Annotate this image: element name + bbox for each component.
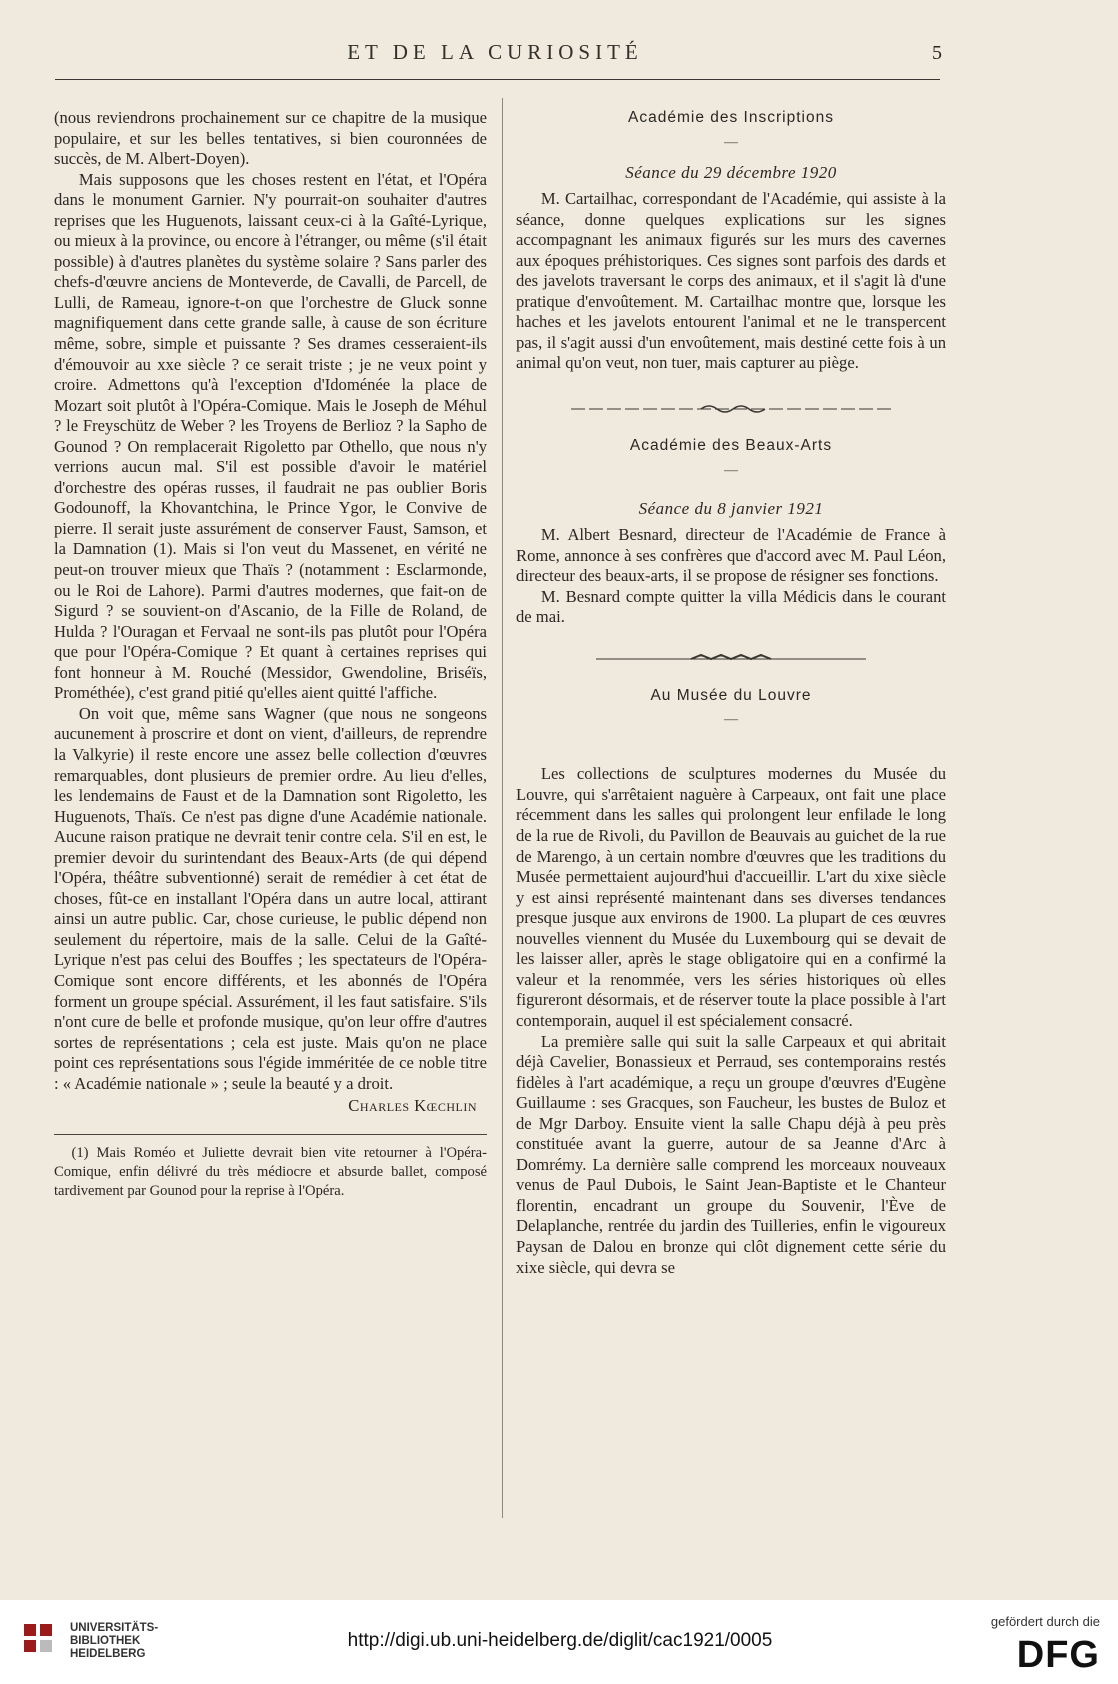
- left-column: [54, 108, 487, 1201]
- right-paragraph: M. Cartailhac, correspondant de l'Académie, qui assiste à la séance, donne quelques explications sur les signes accompagnant les animaux figurés sur les murs des cavernes aux époques préhistoriques. Ces signes sont parfois des dards et des javelots traversant le corps des animaux, et il s'agit là d'une pratique d'envoûtement. M. Cartailhac montre que, lorsque les haches et les javelots entourent l'animal et ne le transpercent pas, il s'agit aussi d'un envoûtement, mais destiné cette fois à un animal qu'on veut, non tuer, mais capturer au piège.: [516, 189, 946, 373]
- footnote-text: (1) Mais Roméo et Juliette devrait bien vite retourner à l'Opéra-Comique, enfin délivré du très médiocre et absurde ballet, composé tardivement par Gounod pour la reprise à l'Opéra.: [54, 1144, 487, 1199]
- column-divider: [502, 98, 503, 1518]
- university-library-logo-icon: [18, 1618, 62, 1666]
- left-paragraph: On voit que, même sans Wagner (que nous ne songeons aucunement à proscrire et dont on vient, d'ailleurs, de reprendre la Valkyrie) il reste encore une assez belle collection d'œuvres remarquables, dont plusieurs de premier ordre. Au lieu d'elles, les lendemains de Faust et de la Damnation sont Rigoletto, les Huguenots, Thaïs. Ce n'est pas digne d'une Académie nationale. Aucune raison pratique ne devrait tenir contre cela. S'il en est, le premier devoir du surintendant des Beaux-Arts (de qui dépend l'Opéra, théâtre subventionné) serait de remédier à cet état de choses, fût-ce en installant l'Opéra dans un autre local, attirant ainsi un autre public. Car, chose curieuse, le public dépend non seulement du répertoire, mais de la salle. Celui de la Gaîté-Lyrique n'est pas celui des Bouffes ; les spectateurs de l'Opéra-Comique sont encore différents, et les abonnés de l'Opéra forment un groupe spécial. Assurément, il les faut satisfaire. S'ils n'ont cure de belle et profonde musique, qu'on leur offre d'autres sortes de représentations ; cela est juste. Mais qu'on ne place point ces représentations sous l'égide imméritée de ce noble titre : « Académie nationale » ; seule la beauté y a droit.: [54, 703, 487, 1093]
- right-paragraph: La première salle qui suit la salle Carpeaux et qui abritait déjà Cavelier, Bonassieux et Perraud, ses contemporains restés fidèles à l'art académique, a reçu un groupe d'œuvres d'Eugène Guillaume : ses Gracques, son Faucheur, les bustes de Buloz et de Mgr Darboy. Ensuite vient la salle Chapu déjà à peu près constituée avant la guerre, autour de sa Jeanne d'Arc à Domrémy. La dernière salle comprend les morceaux nouveaux venus de Paul Dubois, le Saint Jean-Baptiste et le Chanteur florentin, encadrant un groupe du Souvenir, l'Ève de Delaplanche, rentrée du jardin des Tuilleries, enfin le vigoureux Paysan de Dalou en bronze qui clôt dignement cette série du xixe siècle, qui devra se: [516, 1031, 946, 1277]
- page-number: 5: [932, 42, 942, 64]
- permalink-url[interactable]: http://digi.ub.uni-heidelberg.de/diglit/cac1921/0005: [347, 1630, 773, 1651]
- section-title-beaux-arts: Académie des Beaux-Arts: [629, 437, 833, 455]
- footnote: [54, 1144, 487, 1201]
- right-column: [516, 108, 946, 1278]
- left-paragraph: Mais supposons que les choses restent en l'état, et l'Opéra dans le monument Garnier. N'y pourrait-on souhaiter d'autres reprises que les Huguenots, laissant ceux-ci à la Gaîté-Lyrique, ou mieux à la province, ou encore à l'étranger, ou même (s'il était possible) à d'autres planètes du système solaire ? Sans parler des chefs-d'œuvre anciens de Monteverde, de Cavalli, de Parcell, de Lulli, de Rameau, ignore-t-on que l'orchestre de Gluck sonne magnifiquement dans cette grande salle, à cause de son écriture même, sobre, simple et puissante ? Ses drames cesseraient-ils d'émouvoir au xxe siècle ? ce serait triste ; je ne veux point y croire. Admettons qu'à l'exception d'Idoménée la place de Mozart soit plutôt à l'Opéra-Comique. Mais le Joseph de Méhul ? le Freyschütz de Weber ? les Troyens de Berlioz ? la Sapho de Gounod ? On remplacerait Rigoletto par Othello, que nous n'y verrions aucun mal. S'il est possible d'avoir le matériel d'orchestre des opéras russes, il faudrait ne pas oublier Boris Godounoff, la Khovantchina, le Prince Ygor, le Convive de pierre. Il serait juste assurément de conserver Faust, Samson, et la Damnation (1). Mais si l'on veut du Massenet, en vérité ne peut-on trouver mieux que Thaïs ? (notamment : Esclarmonde, ou le Roi de Lahore). Parmi d'autres modernes, que fait-on de Sigurd ? se souvient-on d'Ascanio, de la Fille de Roland, de Hulda ? l'Ouragan et Fervaal ne sont-ils pas plutôt pour l'Opéra que pour l'Opéra-Comique ? Et quant à certaines reprises qui font honneur à M. Rouché (Messidor, Gwendoline, Briséïs, Prométhée), c'est grand pitié qu'elles aient quitté l'affiche.: [54, 169, 487, 703]
- footnote-rule: [54, 1134, 487, 1135]
- ornament-divider-icon: [566, 396, 896, 422]
- library-name: UNIVERSITÄTS- BIBLIOTHEK HEIDELBERG: [70, 1622, 159, 1660]
- header-rule: [55, 79, 940, 80]
- section-dash: —: [724, 134, 738, 150]
- funding-label: gefördert durch die: [990, 1614, 1100, 1629]
- author-signature: Charles Kœchlin: [348, 1096, 477, 1116]
- section-title-louvre: Au Musée du Louvre: [650, 686, 812, 704]
- seance-date: Séance du 29 décembre 1920: [625, 162, 837, 182]
- right-paragraph: M. Besnard compte quitter la villa Médicis dans le courant de mai.: [516, 586, 946, 627]
- section-dash: —: [724, 462, 738, 478]
- running-head: ET DE LA CURIOSITÉ: [347, 40, 643, 64]
- right-paragraph: Les collections de sculptures modernes du Musée du Louvre, qui s'arrêtaient naguère à Carpeaux, ont fait une place récemment dans les salles qui prolongent leur enfilade le long de la rue de Rivoli, du Pavillon de Beauvais au guichet de la rue de Marengo, à un certain nombre d'œuvres que les traditions du Musée permettaient aujourd'hui d'accueillir. L'art du xixe siècle y est ainsi représenté maintenant dans ses diverses tendances presque jusque aux environs de 1900. La plupart de ces œuvres nouvelles viennent du Musée du Luxembourg qui se devait de les laisser aller, après le stage obligatoire qui en a confirmé la valeur et la renommée, vers les séries historiques où elles figureront désormais, et de réserver toute la place possible à l'art contemporain, auquel il est spécialement consacré.: [516, 764, 946, 1030]
- footer-bar: [0, 1600, 1118, 1684]
- seance-date: Séance du 8 janvier 1921: [638, 498, 824, 518]
- right-paragraph: M. Albert Besnard, directeur de l'Académie de France à Rome, annonce à ses confrères que d'accord avec M. Paul Léon, directeur des beaux-arts, il se propose de résigner ses fonctions.: [516, 525, 946, 586]
- left-paragraph: (nous reviendrons prochainement sur ce chapitre de la musique populaire, et sur les belles tentatives, si bien couronnées de succès, de M. Albert-Doyen).: [54, 108, 487, 169]
- section-title-inscriptions: Académie des Inscriptions: [628, 109, 834, 126]
- ornament-divider-icon: [591, 646, 871, 672]
- dfg-logo: DFG: [1016, 1634, 1100, 1676]
- section-dash: —: [724, 712, 738, 728]
